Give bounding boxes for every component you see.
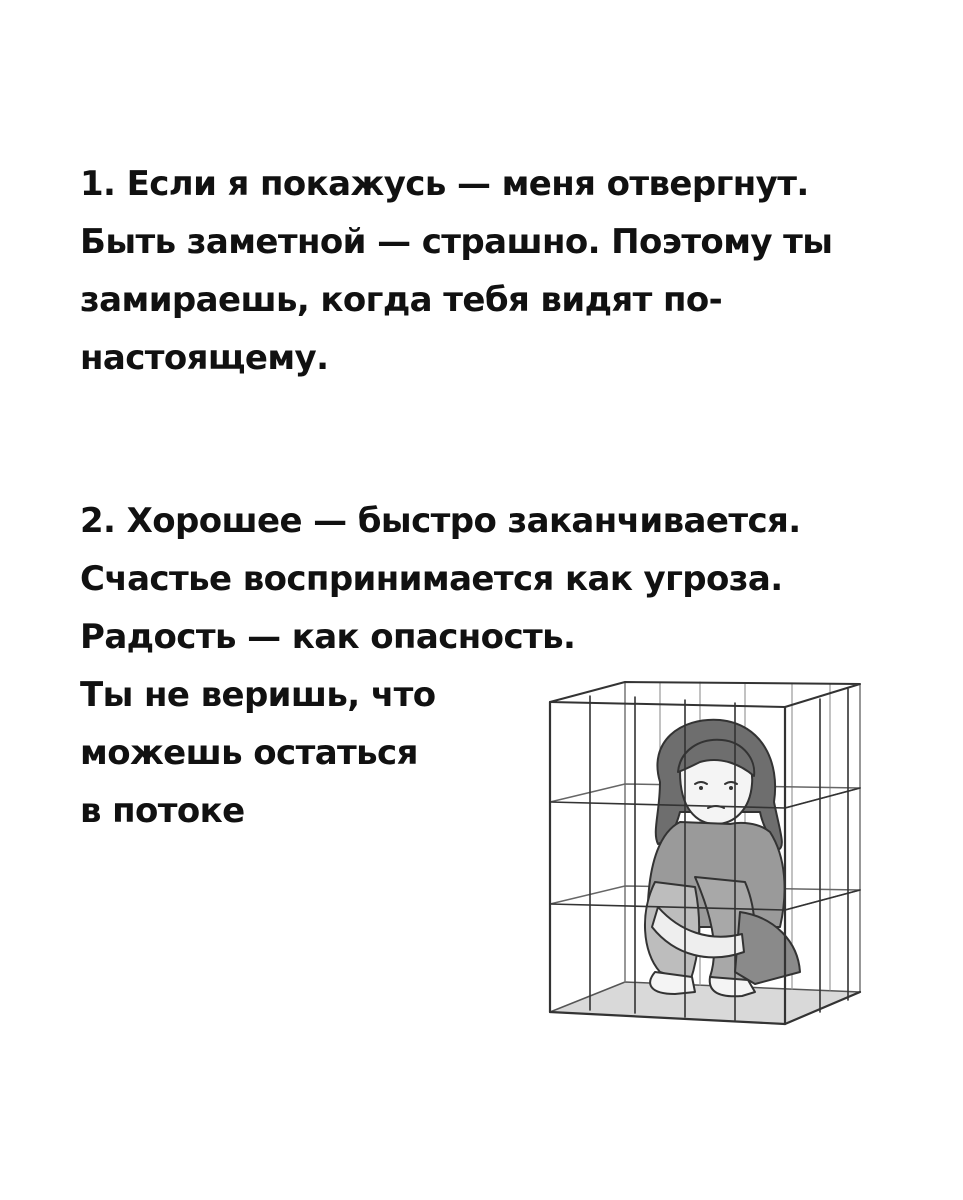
paragraph-1-line: замираешь, когда тебя видят по- [80, 280, 723, 320]
girl-in-cage-icon [530, 672, 870, 1062]
paragraph-2-line: можешь остаться [80, 733, 418, 773]
paragraph-1-line: настоящему. [80, 338, 329, 378]
paragraph-1-line: Быть заметной — страшно. Поэтому ты [80, 222, 833, 262]
paragraph-1-line: 1. Если я покажусь — меня отвергнут. [80, 164, 809, 204]
paragraph-2-line: Ты не веришь, что [80, 675, 436, 715]
paragraph-2-line: Радость — как опасность. [80, 617, 576, 657]
paragraph-1 [80, 155, 832, 387]
paragraph-2-line: 2. Хорошее — быстро заканчивается. [80, 501, 801, 541]
paragraph-2-line: в потоке [80, 791, 245, 831]
paragraph-2-line: Счастье воспринимается как угроза. [80, 559, 783, 599]
